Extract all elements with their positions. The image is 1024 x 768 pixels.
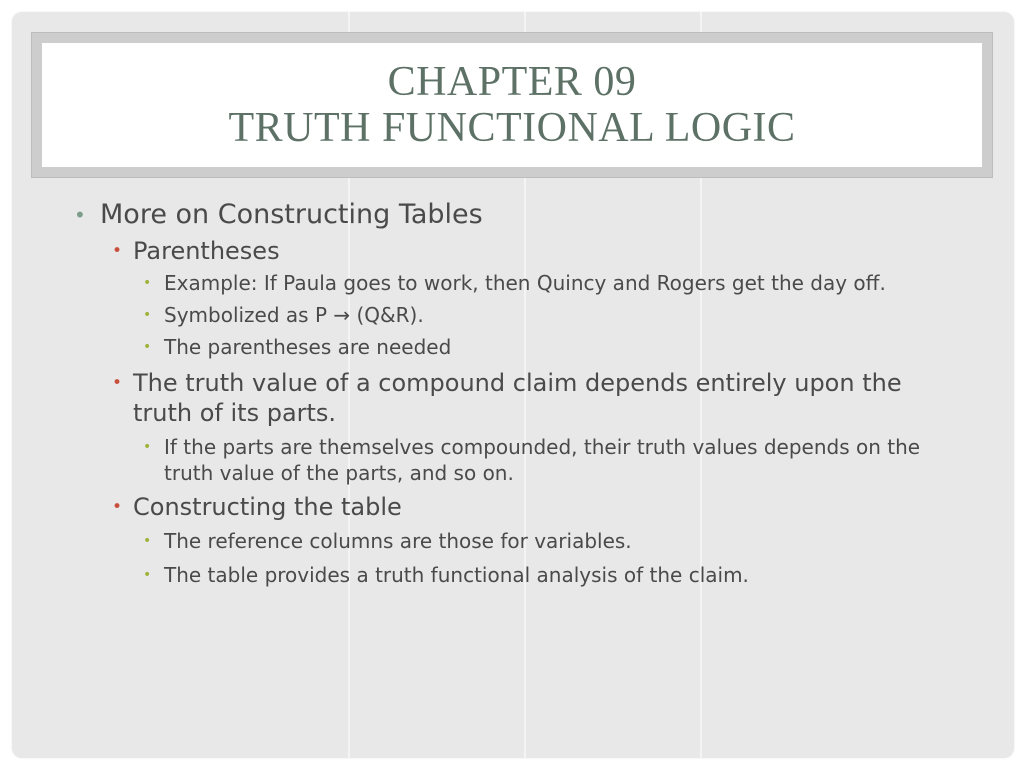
bullet-level1 [72,198,942,232]
slide-title-line-1: CHAPTER 09 [387,59,637,105]
bullet-dot-icon: • [112,497,123,517]
bullet-text: The table provides a truth functional analysis of the claim. [164,563,749,587]
bullet-level2 [72,236,942,266]
bullet-text: Constructing the table [133,493,402,521]
bullet-dot-icon: • [143,533,152,549]
bullet-level2 [72,368,942,428]
bullet-text: Symbolized as P → (Q&R). [164,303,424,327]
bullet-text: Parentheses [133,237,280,265]
bullet-text: If the parts are themselves compounded, their truth values depends on the truth value of the parts, and so on. [164,435,921,485]
slide-title-line-2: TRUTH FUNCTIONAL LOGIC [228,105,796,151]
bullet-dot-icon: • [143,567,152,583]
bullet-text: Example: If Paula goes to work, then Quincy and Rogers get the day off. [164,271,886,295]
slide-body [72,198,942,588]
slide [12,12,1014,758]
bullet-level3 [72,562,942,588]
bullet-dot-icon: • [143,339,152,355]
bullet-dot-icon: • [143,275,152,291]
bullet-level3 [72,434,942,486]
bullet-level3 [72,302,942,328]
bullet-level3 [72,334,942,360]
bullet-dot-icon: • [74,203,86,227]
bullet-text: The reference columns are those for variables. [164,529,632,553]
bullet-dot-icon: • [143,307,152,323]
title-frame [31,32,993,178]
bullet-level3 [72,270,942,296]
title-box [42,43,982,167]
bullet-level2 [72,492,942,522]
bullet-dot-icon: • [143,439,152,455]
bullet-dot-icon: • [112,373,123,393]
bullet-level3 [72,528,942,554]
bullet-text: More on Constructing Tables [100,199,483,230]
bullet-text: The truth value of a compound claim depends entirely upon the truth of its parts. [133,369,902,427]
bullet-text: The parentheses are needed [164,335,452,359]
bullet-dot-icon: • [112,241,123,261]
